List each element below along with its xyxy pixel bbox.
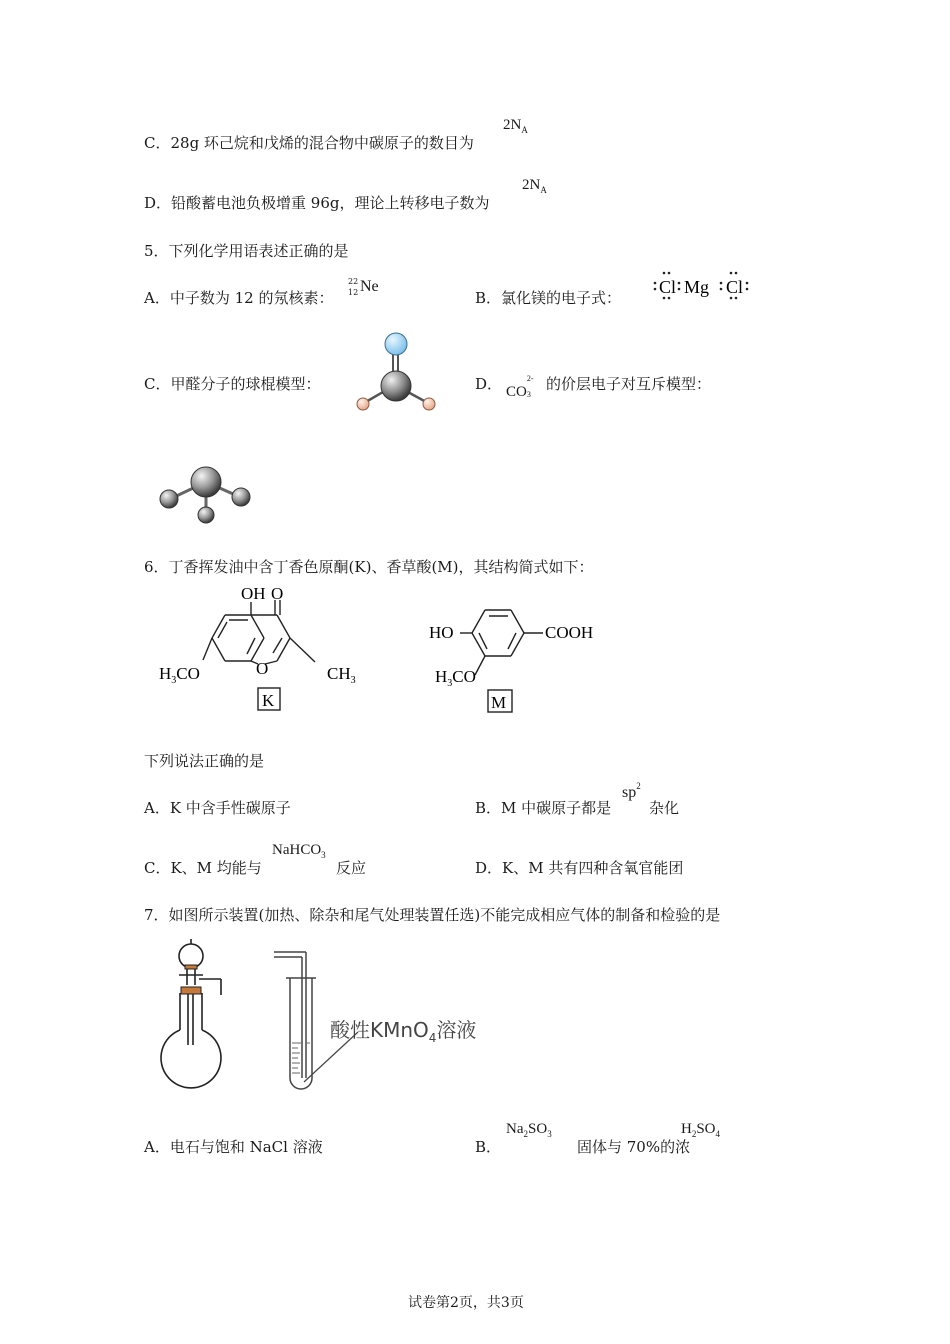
q6-option-c-formula: NaHCO$_3$ xyxy=(272,842,326,860)
structure-k xyxy=(155,582,375,717)
mgcl2-electron-formula xyxy=(648,268,758,304)
formaldehyde-ball-stick-model xyxy=(350,330,440,415)
page-footer: 试卷第2页，共3页 xyxy=(408,1295,524,1311)
svg-text:Mg: Mg xyxy=(684,277,710,297)
q5-option-b: B．氯化镁的电子式： xyxy=(475,289,622,307)
svg-text:HO: HO xyxy=(429,623,454,642)
q4-option-d: D．铅酸蓄电池负极增重 96g，理论上转移电子数为 xyxy=(144,194,490,212)
q7-option-b-formula-2: $H_2SO_4$ xyxy=(681,1121,721,1139)
svg-text:OH: OH xyxy=(241,584,266,603)
carbonate-vsepr-model xyxy=(152,462,257,530)
q4-option-c: C．28g 环己烷和戊烯的混合物中碳原子的数目为 xyxy=(144,134,474,152)
q5-option-d: D． xyxy=(475,375,503,393)
q5-option-a: A．中子数为 12 的氖核素： xyxy=(144,289,334,307)
q7-stem: 7．如图所示装置(加热、除杂和尾气处理装置任选)不能完成相应气体的制备和检验的是 xyxy=(144,906,721,924)
svg-text:Cl: Cl xyxy=(726,277,744,297)
svg-text:O: O xyxy=(271,584,284,603)
reagent-label: 酸性KMnO$_4$溶液 xyxy=(330,1018,477,1045)
svg-text:Cl: Cl xyxy=(659,277,677,297)
q7-option-b: B． xyxy=(475,1138,502,1156)
q7-option-b-text: 固体与 70%的浓 xyxy=(577,1138,691,1156)
q5-option-a-nuclide: 22 12 Ne xyxy=(348,277,379,297)
q6-option-a: A．K 中含手性碳原子 xyxy=(144,799,291,817)
structure-m xyxy=(425,590,615,720)
q6-option-c: C．K、M 均能与 xyxy=(144,859,262,877)
q4-option-d-formula: $2N_A$ xyxy=(522,177,547,195)
q6-option-b-suffix: 杂化 xyxy=(649,799,680,817)
svg-text:K: K xyxy=(262,691,275,710)
svg-text:H3CO: $H_3CO$ xyxy=(435,667,476,689)
q6-sub-stem: 下列说法正确的是 xyxy=(144,752,265,770)
q6-option-d: D．K、M 共有四种含氧官能团 xyxy=(475,859,684,877)
svg-text:COOH: COOH xyxy=(545,623,594,642)
svg-text:M: M xyxy=(491,693,507,712)
svg-text:H3CO: $H_3CO$ xyxy=(159,664,200,686)
q7-option-b-formula-1: $Na_2SO_3$ xyxy=(506,1121,552,1139)
q7-option-a: A．电石与饱和 NaCl 溶液 xyxy=(144,1138,323,1156)
q6-option-c-suffix: 反应 xyxy=(336,859,367,877)
q5-option-c: C．甲醛分子的球棍模型： xyxy=(144,375,321,393)
svg-text:CH3: $CH_3$ xyxy=(327,664,356,686)
q5-stem: 5．下列化学用语表述正确的是 xyxy=(144,242,349,260)
flask-with-funnel-apparatus xyxy=(155,935,235,1100)
q5-option-d-ion: CO 2- 3 xyxy=(506,374,534,400)
q6-option-b: B．M 中碳原子都是 xyxy=(475,799,612,817)
svg-text:O: O xyxy=(256,659,269,678)
q5-option-d-text: 的价层电子对互斥模型： xyxy=(546,375,712,393)
q4-option-c-formula: $2N_A$ xyxy=(503,117,528,135)
q6-stem: 6．丁香挥发油中含丁香色原酮(K)、香草酸(M)，其结构简式如下： xyxy=(144,558,594,576)
q6-option-b-formula: $sp^2$ xyxy=(622,781,641,801)
